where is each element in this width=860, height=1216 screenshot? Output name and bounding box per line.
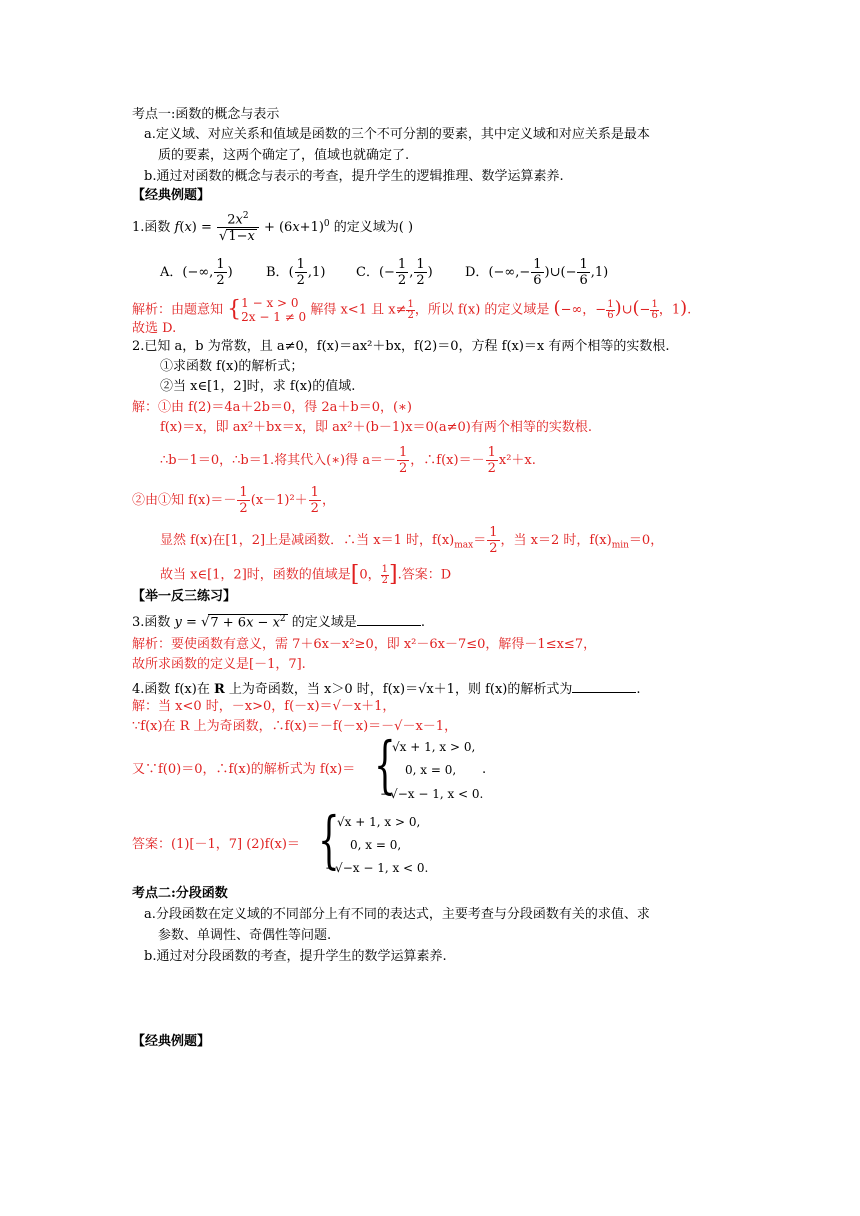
q2-solution-line5: 显然 f(x)在[1，2]上是减函数．∴当 x＝1 时，$f(x)_{max}=$ $\frac{1}{2}$ ，当 x＝2 时，$f(x)_{min}=0$， [160, 525, 664, 556]
section2-title: 考点二:分段函数 [132, 886, 228, 901]
piecewise2-case3: −√−x − 1, x < 0. [325, 861, 429, 875]
piecewise-brace-2: { [318, 803, 340, 876]
section1-point-a-line2: 质的要素，这两个确定了，值域也就确定了. [158, 148, 410, 163]
q4-solution-line1: 解：当 x<0 时，－x>0，f(－x)＝√－x＋1， [132, 699, 396, 714]
q2-solution-line4: ②由①知 f(x)＝－ $\frac{1}{2}$ (x－1)²＋ $\frac{1}{2}$ ， [132, 485, 335, 516]
q3-answer-blank [357, 613, 421, 626]
q1-option-a: A．(−∞, $\frac{1}{2}$ ) [160, 257, 233, 288]
q2-solution-line6: 故当 x∈[1，2]时，函数的值域是[0， $\frac{1}{2}$ ].答案：D [160, 562, 452, 587]
piecewise1-case2: 0, x = 0, [405, 763, 457, 777]
piecewise-brace-1: { [374, 728, 396, 801]
q2-solution-line3: ∴b－1＝0，∴b＝1.将其代入(∗)得 a＝－ $\frac{1}{2}$ ，∴f(x)＝－ $\frac{1}{2}$ x²＋x. [160, 445, 536, 476]
q4-solution-line3: 又∵f(0)＝0，∴f(x)的解析式为 f(x)＝ [132, 762, 356, 777]
q1-formula: f [174, 220, 180, 236]
q1-option-d: D．(−∞,− $\frac{1}{6}$ )∪(− $\frac{1}{6}$ ,1) [465, 257, 609, 288]
piecewise2-case2: 0, x = 0, [350, 838, 402, 852]
section2-point-b: b.通过对分段函数的考查，提升学生的数学运算素养. [144, 949, 447, 964]
classic-examples-heading: 【经典例题】 [132, 188, 211, 203]
section2-point-a-line2: 参数、单调性、奇偶性等问题. [158, 928, 332, 943]
piecewise1-case3: −√−x − 1, x < 0. [380, 787, 484, 801]
q1-prefix: 1.函数 [132, 220, 171, 236]
q1-solution: 解析：由题意知 {1 − x > 0 2x − 1 ≠ 0 解得 x<1 且 x≠ $\frac{1}{2}$ ，所以 f(x) 的定义域是 (−∞，− $\frac{1}{6}$ )∪(− $\frac{1}{6}$ ，1). [132, 296, 692, 324]
q1-conclusion: 故选 D. [132, 321, 177, 336]
practice-heading: 【举一反三练习】 [132, 589, 237, 604]
piecewise1-dot: . [482, 762, 487, 777]
section1-point-a-line1: a.定义域、对应关系和值域是函数的三个不可分割的要素，其中定义域和对应关系是最本 [144, 127, 650, 142]
q2-part2: ②当 x∈[1，2]时，求 f(x)的值域. [160, 379, 356, 394]
q4-solution-line2: ∵f(x)在 R 上为奇函数，∴f(x)＝－f(－x)＝－√－x－1， [132, 719, 458, 734]
section2-point-a-line1: a.分段函数在定义域的不同部分上有不同的表达式，主要考查与分段函数有关的求值、求 [144, 907, 650, 922]
q3-solution-line2: 故所求函数的定义是[－1，7]. [132, 657, 306, 672]
q1-option-c: C．(− $\frac{1}{2}$ , $\frac{1}{2}$ ) [356, 257, 433, 288]
q1-suffix: 的定义域为( ) [333, 220, 414, 236]
q4-answer: 答案：(1)[－1，7] (2)f(x)＝ [132, 837, 300, 852]
q2-solution-line2: f(x)＝x，即 ax²＋bx＝x，即 ax²＋(b－1)x＝0(a≠0)有两个相等的实数根. [160, 420, 592, 435]
piecewise1-case1: √x + 1, x > 0, [392, 740, 476, 754]
q4-stem: 4.函数 f(x)在 R 上为奇函数，当 x＞0 时，f(x)＝√x＋1，则 f(x)的解析式为 . [132, 682, 641, 697]
q1-stem: 1.函数 f(x) = $\frac{2x^2}{√1-x}$ + $(6x+1)^0$ 的定义域为( ) [132, 211, 414, 245]
piecewise2-case1: √x + 1, x > 0, [337, 815, 421, 829]
q3-solution-line1: 解析：要使函数有意义，需 7＋6x－x²≥0，即 x²－6x－7≤0，解得－1≤x≤7， [132, 637, 597, 652]
q1-option-b: B．( $\frac{1}{2}$ ,1) [266, 257, 326, 288]
q3-stem: 3.函数 $y = √7 + 6x - x^2$ 的定义域是 . [132, 613, 425, 630]
q2-stem: 2.已知 a，b 为常数，且 a≠0，f(x)＝ax²＋bx，f(2)＝0，方程 f(x)＝x 有两个相等的实数根. [132, 339, 670, 354]
q2-solution-line1: 解：①由 f(2)＝4a＋2b＝0，得 2a＋b＝0，(∗) [132, 400, 412, 415]
section1-title: 考点一:函数的概念与表示 [132, 107, 280, 122]
q4-answer-blank [572, 680, 636, 693]
q2-part1: ①求函数 f(x)的解析式； [160, 359, 304, 374]
section1-point-b: b.通过对函数的概念与表示的考查，提升学生的逻辑推理、数学运算素养. [144, 169, 564, 184]
classic-examples-heading-2: 【经典例题】 [132, 1034, 211, 1049]
